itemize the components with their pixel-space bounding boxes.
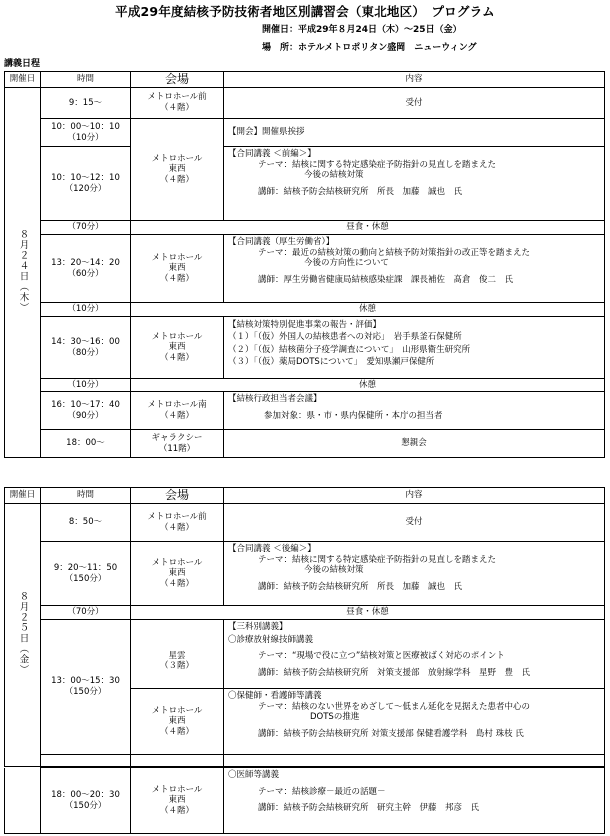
spacer-row	[5, 755, 605, 767]
content-cell	[224, 119, 605, 147]
content-cell	[224, 235, 605, 303]
venue-floor: （４階）	[159, 103, 194, 113]
table-row	[5, 606, 605, 620]
venue-name: メトロホール	[151, 252, 203, 263]
column-header-time: 時間	[41, 488, 131, 504]
day2-date: ８月２５日（金）	[17, 591, 29, 676]
venue-room: 東西	[168, 568, 186, 579]
table-row	[5, 88, 605, 119]
time-cell: （70分）	[41, 221, 131, 235]
content-cell: 昼食・休憩	[131, 606, 605, 620]
venue-cell	[131, 317, 224, 379]
venue-cell	[131, 392, 224, 430]
column-header-time: 時間	[41, 72, 131, 88]
venue-cell	[131, 689, 224, 755]
content-line: （２）「（仮）結核菌分子疫学調査について」 山形県衛生研究所	[228, 344, 471, 355]
venue-room: 東西	[168, 164, 186, 175]
venue-cell	[131, 235, 224, 303]
content-line: 【開会】開催県挨拶	[228, 127, 305, 138]
content-cell	[224, 689, 605, 755]
content-line: 今後の結核対策	[304, 170, 364, 181]
table-row	[5, 317, 605, 379]
day2-schedule-table	[4, 487, 605, 767]
time-range: 13：20～14：20	[51, 257, 120, 268]
day1-date-cell	[5, 88, 41, 458]
venue-floor: （４階）	[159, 273, 194, 284]
content-line: 【合同講義 ＜前編＞】	[228, 149, 316, 159]
content-cell: 休憩	[131, 379, 605, 392]
venue-cell	[131, 620, 224, 635]
content-cell: 受付	[224, 504, 605, 542]
content-line: 〇医師等講義	[228, 770, 280, 780]
time-duration: （120分）	[64, 183, 107, 194]
date-cell-continued	[5, 768, 41, 834]
table-row	[5, 392, 605, 430]
time-range: 14：30～16：00	[51, 336, 120, 347]
venue-name: 星雲	[168, 650, 186, 661]
time-cell	[41, 317, 131, 379]
venue-floor: （４階）	[159, 805, 194, 816]
content-line: 講師：結核予防会結核研究所 所長 加藤 誠也 氏	[258, 186, 463, 197]
table-header-row	[5, 488, 605, 504]
venue-floor: （４階）	[159, 174, 194, 185]
content-cell	[224, 768, 605, 834]
venue-room: 東西	[168, 342, 186, 353]
time-range: 10：00～10：10	[51, 121, 120, 132]
content-line: テーマ：“現場で役に立つ”結核対策と医療被ばく対応のポイント	[258, 651, 505, 662]
time-duration: （90分）	[67, 410, 104, 421]
event-date: 開催日：平成29年８月24日（木）～25日（金）	[262, 25, 462, 35]
venue-floor: （11階）	[158, 443, 196, 454]
table-row	[5, 221, 605, 235]
content-cell	[224, 542, 605, 606]
content-line: 講師：結核予防会結核研究所 所長 加藤 誠也 氏	[258, 581, 463, 592]
column-header-content: 内容	[224, 72, 605, 88]
venue-cell	[131, 88, 224, 119]
content-line: 【結核対策特別促進事業の報告・評価】	[228, 320, 382, 330]
time-cell	[41, 542, 131, 606]
column-header-date: 開催日	[5, 488, 41, 504]
content-line: 講師：厚生労働省健康局結核感染症課 課長補佐 髙倉 俊二 氏	[258, 274, 514, 285]
content-cell	[224, 147, 605, 221]
content-line: テーマ：結核のない世界をめざして～低まん延化を見据えた患者中心の	[258, 701, 531, 712]
time-duration: （60分）	[67, 268, 104, 279]
time-cell	[41, 147, 131, 221]
time-cell	[41, 235, 131, 303]
table-header-row	[5, 72, 605, 88]
time-range: 13：00～15：30	[51, 676, 120, 687]
content-line: テーマ：最近の結核対策の動向と結核予防対策指針の改正等を踏まえた	[258, 247, 531, 258]
time-cell: （10分）	[41, 379, 131, 392]
day1-date: ８月２４日（木）	[17, 228, 29, 313]
content-line: 【合同講義 ＜後編＞】	[228, 544, 316, 554]
time-cell: 8：50～	[41, 504, 131, 542]
time-cell: 9：15～	[41, 88, 131, 119]
time-cell	[41, 768, 131, 834]
content-line: DOTSの推進	[310, 712, 360, 723]
time-duration: （150分）	[64, 573, 107, 584]
content-line: テーマ：結核に関する特定感染症予防指針の見直しを踏まえた	[258, 554, 497, 565]
table-row	[5, 303, 605, 317]
content-line: テーマ：結核診療－最近の話題－	[258, 786, 386, 797]
column-header-date: 開催日	[5, 72, 41, 88]
venue-cell	[131, 768, 224, 834]
venue-floor: （４階）	[159, 522, 194, 533]
day2-evening-table	[4, 767, 605, 834]
time-range: 9：20～11：50	[53, 562, 118, 573]
table-row	[5, 235, 605, 303]
venue-name: ギャラクシー	[151, 432, 203, 443]
table-row	[5, 542, 605, 606]
venue-floor: （４階）	[159, 578, 194, 589]
table-row	[5, 504, 605, 542]
page-title: 平成29年度結核予防技術者地区別講習会（東北地区） プログラム	[115, 4, 495, 19]
time-cell	[41, 620, 131, 755]
content-line: 〇保健師・看護師等講義	[228, 691, 322, 702]
table-row	[5, 119, 605, 147]
content-line: 講師：結核予防会結核研究所 対策支援部 保健看護学科 島村 珠枝 氏	[258, 729, 524, 739]
content-line: 今後の方向性について	[304, 258, 389, 269]
time-range: 10：10～12：10	[51, 172, 120, 183]
content-line: テーマ：結核に関する特定感染症予防指針の見直しを踏まえた	[258, 159, 497, 170]
content-cell	[224, 635, 605, 689]
event-place: 場 所：ホテルメトロポリタン盛岡 ニューウィング	[262, 43, 477, 53]
content-line: 今後の結核対策	[304, 565, 364, 576]
venue-name: メトロホール前	[147, 511, 207, 522]
venue-cell	[131, 504, 224, 542]
content-cell	[224, 317, 605, 379]
content-cell	[224, 392, 605, 430]
day2-date-cell	[5, 504, 41, 767]
content-cell	[224, 620, 605, 635]
table-row	[5, 379, 605, 392]
time-cell: （10分）	[41, 303, 131, 317]
content-cell: 休憩	[131, 303, 605, 317]
table-row	[5, 147, 605, 221]
venue-room: 東西	[168, 716, 186, 727]
venue-cell	[131, 635, 224, 689]
venue-floor: （４階）	[159, 410, 194, 421]
time-cell: 18：00～	[41, 430, 131, 458]
table-row	[5, 430, 605, 458]
time-range: 18：00～20：30	[51, 789, 120, 800]
time-cell	[41, 755, 131, 767]
time-cell	[41, 392, 131, 430]
day1-schedule-table	[4, 71, 605, 458]
venue-room: 東西	[168, 263, 186, 274]
table-row	[5, 768, 605, 834]
content-line: 【結核行政担当者会議】	[228, 394, 322, 404]
time-duration: （150分）	[64, 800, 107, 811]
venue-floor: （４階）	[159, 352, 194, 363]
column-header-content: 内容	[224, 488, 605, 504]
venue-name: メトロホール	[151, 331, 203, 342]
time-duration: （80分）	[67, 347, 104, 358]
venue-cell	[131, 430, 224, 458]
table-row	[5, 620, 605, 635]
venue-cell	[131, 542, 224, 606]
venue-name: メトロホール	[151, 557, 203, 568]
content-line: 【三科別講義】	[228, 622, 288, 632]
venue-floor: （３階）	[159, 661, 194, 672]
venue-name: メトロホール	[151, 784, 203, 795]
venue-floor: （４階）	[159, 726, 194, 737]
content-cell	[224, 755, 605, 767]
content-line: （１）「（仮）外国人の結核患者への対応」 岩手県釜石保健所	[228, 332, 462, 343]
column-header-venue: 会場	[131, 488, 224, 504]
content-line: 講師：結核予防会結核研究所 研究主幹 伊藤 邦彦 氏	[258, 803, 480, 814]
venue-name: メトロホール	[151, 153, 203, 164]
schedule-label: 講義日程	[4, 59, 41, 69]
content-line: 講師：結核予防会結核研究所 対策支援部 放射線学科 星野 豊 氏	[258, 667, 531, 678]
time-range: 16：10～17：40	[51, 399, 120, 410]
venue-name: メトロホール南	[147, 399, 207, 410]
content-line: 【合同講義（厚生労働省）】	[228, 237, 335, 247]
column-header-venue: 会場	[131, 72, 224, 88]
content-cell: 昼食・休憩	[131, 221, 605, 235]
venue-name: メトロホール前	[147, 92, 207, 103]
time-cell	[41, 119, 131, 147]
time-cell: （70分）	[41, 606, 131, 620]
venue-room: 東西	[168, 795, 186, 806]
time-duration: （10分）	[67, 132, 104, 143]
content-cell: 受付	[224, 88, 605, 119]
content-line: 参加対象：県・市・県内保健所・本庁の担当者	[264, 410, 443, 421]
content-cell: 懇親会	[224, 430, 605, 458]
venue-cell	[131, 119, 224, 221]
content-line: （３）「（仮）薬局DOTSについて」 愛知県瀬戸保健所	[228, 356, 435, 367]
venue-cell	[131, 755, 224, 767]
venue-name: メトロホール	[151, 705, 203, 716]
time-duration: （150分）	[64, 687, 107, 698]
content-line: 〇診療放射線技師講義	[228, 634, 314, 645]
